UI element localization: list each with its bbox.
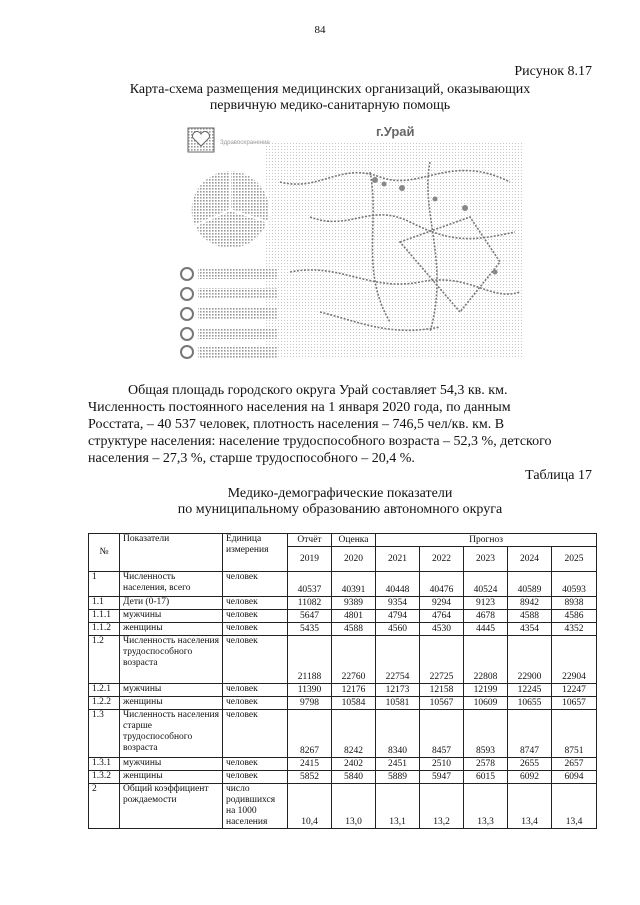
row-value: 22900	[508, 636, 552, 684]
row-value: 4801	[332, 610, 376, 623]
row-value: 40524	[464, 572, 508, 597]
row-value: 4588	[508, 610, 552, 623]
table-row	[89, 572, 597, 597]
row-value: 4586	[552, 610, 597, 623]
row-value: 8457	[420, 710, 464, 758]
row-value: 11082	[288, 597, 332, 610]
table-row	[89, 710, 597, 758]
row-value: 12199	[464, 684, 508, 697]
row-value: 2402	[332, 758, 376, 771]
row-value: 22760	[332, 636, 376, 684]
row-unit: человек	[223, 710, 288, 758]
header-year: 2020	[332, 547, 376, 572]
row-value: 4560	[376, 623, 420, 636]
row-value: 2578	[464, 758, 508, 771]
table-title-line: Медико-демографические показатели	[227, 486, 453, 501]
row-value: 5435	[288, 623, 332, 636]
row-num: 1.3	[89, 710, 120, 758]
row-num: 1.2	[89, 636, 120, 684]
figure-caption	[80, 82, 580, 114]
row-value: 40593	[552, 572, 597, 597]
row-value: 4588	[332, 623, 376, 636]
row-num: 1.2.2	[89, 697, 120, 710]
header-year: 2025	[552, 547, 597, 572]
header-unit: Единица измерения	[223, 534, 288, 572]
row-indicator: Дети (0-17)	[120, 597, 223, 610]
row-num: 1.1	[89, 597, 120, 610]
header-year: 2024	[508, 547, 552, 572]
row-value: 10584	[332, 697, 376, 710]
row-value: 8747	[508, 710, 552, 758]
row-indicator: мужчины	[120, 610, 223, 623]
row-value: 4794	[376, 610, 420, 623]
header-num: №	[89, 534, 120, 572]
header-forecast: Прогноз	[376, 534, 597, 547]
row-value: 5889	[376, 771, 420, 784]
row-value: 10581	[376, 697, 420, 710]
figure-label: Рисунок 8.17	[514, 64, 592, 79]
row-value: 40589	[508, 572, 552, 597]
paragraph-line: Численность постоянного населения на 1 января 2020 года, по данным	[88, 400, 511, 415]
table-row	[89, 610, 597, 623]
row-value: 22725	[420, 636, 464, 684]
figure-caption-line: Карта-схема размещения медицинских организаций, оказывающих	[129, 82, 531, 97]
row-value: 10567	[420, 697, 464, 710]
row-value: 10657	[552, 697, 597, 710]
row-indicator: мужчины	[120, 684, 223, 697]
body-paragraph	[88, 382, 596, 467]
row-value: 6094	[552, 771, 597, 784]
row-value: 2415	[288, 758, 332, 771]
header-year: 2023	[464, 547, 508, 572]
row-value: 40448	[376, 572, 420, 597]
row-num: 1	[89, 572, 120, 597]
logo-text: Здравоохранение	[220, 140, 270, 146]
row-unit: человек	[223, 758, 288, 771]
row-value: 12158	[420, 684, 464, 697]
row-unit: человек	[223, 771, 288, 784]
row-indicator: Численность населения трудоспособного возраста	[120, 636, 223, 684]
row-value: 40476	[420, 572, 464, 597]
row-value: 4764	[420, 610, 464, 623]
row-value: 4445	[464, 623, 508, 636]
row-num: 1.2.1	[89, 684, 120, 697]
table-label: Таблица 17	[525, 468, 592, 483]
row-value: 9294	[420, 597, 464, 610]
row-unit: человек	[223, 623, 288, 636]
row-value: 22904	[552, 636, 597, 684]
row-value: 8267	[288, 710, 332, 758]
row-value: 6092	[508, 771, 552, 784]
row-value: 6015	[464, 771, 508, 784]
row-unit: человек	[223, 684, 288, 697]
table-row	[89, 784, 597, 829]
heart-logo-icon	[188, 128, 214, 152]
paragraph-line: Росстата, – 40 537 человек, плотность населения – 746,5 чел/кв. км. В	[88, 417, 505, 432]
row-value: 2451	[376, 758, 420, 771]
row-unit: человек	[223, 697, 288, 710]
row-indicator: Общий коэффициент рождаемости	[120, 784, 223, 829]
row-value: 13,4	[508, 784, 552, 829]
demographics-table	[88, 533, 597, 829]
figure-caption-line: первичную медико-санитарную помощь	[209, 98, 451, 113]
row-num: 2	[89, 784, 120, 829]
medical-map-image	[170, 122, 526, 360]
row-value: 2657	[552, 758, 597, 771]
row-value: 10655	[508, 697, 552, 710]
table-row	[89, 758, 597, 771]
row-value: 21188	[288, 636, 332, 684]
row-num: 1.1.1	[89, 610, 120, 623]
row-value: 12247	[552, 684, 597, 697]
row-value: 11390	[288, 684, 332, 697]
row-value: 40537	[288, 572, 332, 597]
row-value: 9798	[288, 697, 332, 710]
row-value: 2510	[420, 758, 464, 771]
table-row	[89, 684, 597, 697]
row-value: 9123	[464, 597, 508, 610]
pie-diagram-icon	[191, 170, 270, 249]
row-value: 22754	[376, 636, 420, 684]
paragraph-line: населения – 27,3 %, старше трудоспособного – 20,4 %.	[88, 451, 415, 466]
table-row	[89, 623, 597, 636]
row-value: 40391	[332, 572, 376, 597]
row-value: 13,0	[332, 784, 376, 829]
row-value: 13,2	[420, 784, 464, 829]
row-value: 4530	[420, 623, 464, 636]
row-indicator: Численность населения, всего	[120, 572, 223, 597]
row-value: 10,4	[288, 784, 332, 829]
row-value: 22808	[464, 636, 508, 684]
row-unit: человек	[223, 597, 288, 610]
paragraph-line: структуре населения: население трудоспособного возраста – 52,3 %, детского	[88, 434, 552, 449]
row-num: 1.3.1	[89, 758, 120, 771]
row-value: 9389	[332, 597, 376, 610]
header-year: 2022	[420, 547, 464, 572]
row-num: 1.1.2	[89, 623, 120, 636]
row-value: 12173	[376, 684, 420, 697]
page-number: 84	[314, 24, 326, 36]
legend-list	[181, 268, 278, 358]
row-value: 4678	[464, 610, 508, 623]
row-unit: число родившихся на 1000 населения	[223, 784, 288, 829]
row-num: 1.3.2	[89, 771, 120, 784]
row-value: 5647	[288, 610, 332, 623]
header-indicator: Показатели	[120, 534, 223, 572]
row-value: 8942	[508, 597, 552, 610]
row-value: 10609	[464, 697, 508, 710]
row-value: 8751	[552, 710, 597, 758]
table-title	[90, 486, 590, 518]
row-value: 8340	[376, 710, 420, 758]
row-value: 9354	[376, 597, 420, 610]
row-unit: человек	[223, 636, 288, 684]
row-unit: человек	[223, 572, 288, 597]
row-indicator: мужчины	[120, 758, 223, 771]
row-value: 8242	[332, 710, 376, 758]
row-value: 12245	[508, 684, 552, 697]
row-value: 12176	[332, 684, 376, 697]
row-value: 13,1	[376, 784, 420, 829]
row-value: 4352	[552, 623, 597, 636]
header-estimate: Оценка	[332, 534, 376, 547]
row-value: 13,3	[464, 784, 508, 829]
paragraph-line: Общая площадь городского округа Урай составляет 54,3 кв. км.	[128, 383, 508, 398]
map-city-title: г.Урай	[376, 124, 415, 139]
table-title-line: по муниципальному образованию автономного округа	[177, 502, 503, 517]
header-year: 2021	[376, 547, 420, 572]
header-year: 2019	[288, 547, 332, 572]
header-report: Отчёт	[288, 534, 332, 547]
row-value: 8938	[552, 597, 597, 610]
table-row	[89, 697, 597, 710]
row-value: 4354	[508, 623, 552, 636]
row-indicator: женщины	[120, 623, 223, 636]
row-indicator: Численность населения старше трудоспособного возраста	[120, 710, 223, 758]
row-value: 2655	[508, 758, 552, 771]
row-value: 13,4	[552, 784, 597, 829]
row-value: 5852	[288, 771, 332, 784]
row-value: 5840	[332, 771, 376, 784]
table-row	[89, 597, 597, 610]
table-body	[89, 572, 597, 829]
table-row	[89, 771, 597, 784]
row-indicator: женщины	[120, 771, 223, 784]
row-indicator: женщины	[120, 697, 223, 710]
table-row	[89, 636, 597, 684]
row-unit: человек	[223, 610, 288, 623]
row-value: 5947	[420, 771, 464, 784]
row-value: 8593	[464, 710, 508, 758]
